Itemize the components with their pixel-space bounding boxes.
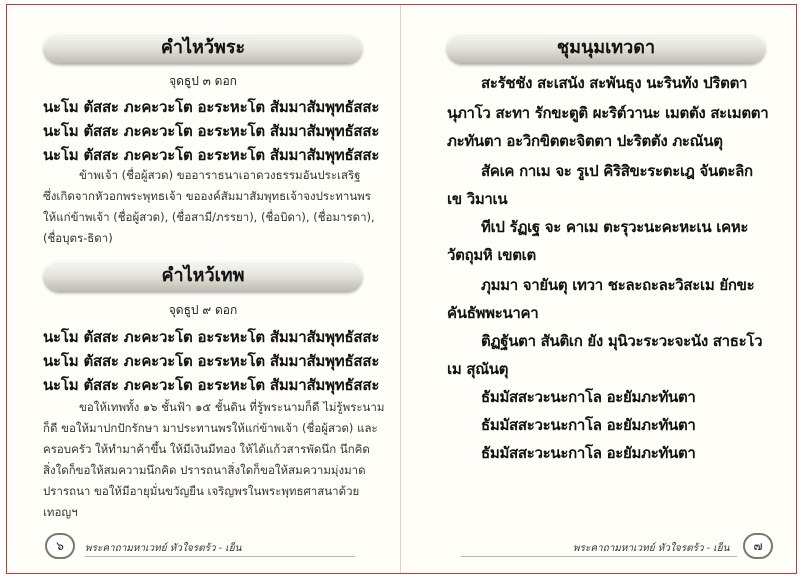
- verse-line: ธัมมัสสะวะนะกาโล อะยัมภะทันตา: [481, 388, 696, 406]
- verse-line: สัคเค กาเม จะ รูเป คิริสิขะระตะเฎ จันตะลิก: [481, 162, 753, 180]
- prayer-line: สิ่งใดก็ขอให้สมความนึกคิด ปรารถนาสิ่งใดก็ขอให้สมความมุ่งมาด: [43, 463, 366, 477]
- prayer-paragraph: [43, 397, 385, 523]
- verse-line: ธัมมัสสะวะนะกาโล อะยัมภะทันตา: [481, 416, 696, 434]
- prayer-line: ปรารถนา ขอให้มีอายุมั่นขวัญยืน เจริญพรในพระพุทธศาสนาด้วย: [43, 484, 360, 498]
- verse-line: คันธัพพะนาคา: [447, 304, 539, 322]
- chant-line: นะโม ตัสสะ ภะคะวะโต อะระหะโต สัมมาสัมพุทธัสสะ: [43, 352, 380, 370]
- chant-line: นะโม ตัสสะ ภะคะวะโต อะระหะโต สัมมาสัมพุทธัสสะ: [43, 146, 380, 164]
- verse-line: ธัมมัสสะวะนะกาโล อะยัมภะทันตา: [481, 444, 696, 462]
- prayer-line: (ชื่อบุตร-ธิดา): [43, 231, 113, 245]
- page-number: ๖: [45, 533, 75, 559]
- verse-line: เข วิมาเน: [447, 190, 508, 208]
- prayer-line: ครอบครัว ให้ทำมาค้าขึ้น ให้มีเงินมีทอง ให้ได้แก้วสารพัดนึก นึกคิด: [43, 442, 370, 456]
- prayer-line: ข้าพเจ้า (ชื่อผู้สวด) ขออาราธนาเอาดวงธรรมอันประเสริฐ: [79, 168, 361, 182]
- footer-book-title: พระคาถามหาเวทย์ หัวใจรตร้ว - เย็น: [85, 543, 242, 554]
- verse-line: ภุมมา จายันตุ เทวา ชะละถะละวิสะเม ยักขะ: [481, 276, 755, 294]
- prayer-line: ให้แก่ข้าพเจ้า (ชื่อผู้สวด), (ชื่อสามี/ภรรยา), (ชื่อบิดา), (ชื่อมารดา),: [43, 210, 375, 224]
- verse-line: สะรัชชัง สะเสนัง สะพันธุง นะรินทัง ปริตตา: [481, 74, 748, 92]
- chant-line: นะโม ตัสสะ ภะคะวะโต อะระหะโต สัมมาสัมพุทธัสสะ: [43, 122, 380, 140]
- prayer-line: เทอญฯ: [43, 505, 78, 519]
- section-title-banner: คำไหว้พระ: [44, 33, 362, 63]
- verse-line: เม สุณันตุ: [447, 360, 509, 378]
- verse-line: นุภาโว สะทา รักขะตูติ ผะริต์วานะ เมตตัง สะเมตตา: [447, 104, 769, 122]
- incense-instruction: จุดธูป ๙ ดอก: [168, 303, 238, 317]
- incense-instruction: จุดธูป ๓ ดอก: [169, 74, 237, 88]
- verse-line: ทีเป รัฏเฐ จะ คาเม ตะรุวะนะคะหะเน เคหะ: [481, 218, 749, 236]
- verse-line: วัตถุมหิ เขตเต: [447, 246, 536, 264]
- book-spread: [6, 4, 797, 574]
- verse-line: ติฏฐันตา สันติเก ยัง มุนิวะระวะจะนัง สาธะโว: [481, 332, 763, 350]
- footer-rule: [461, 556, 737, 557]
- prayer-line: ก็ดี ขอให้มาปกปักรักษา มาประทานพรให้แก่ข้าพเจ้า (ชื่อผู้สวด) และ: [43, 421, 378, 435]
- prayer-line: ซึ่งเกิดจากหัวอกพระพุทธเจ้า ขอองค์สัมมาสัมพุทธเจ้าจงประทานพร: [43, 189, 371, 203]
- footer-rule: [85, 556, 355, 557]
- section-title-banner: คำไหว้เทพ: [44, 261, 362, 291]
- section-title-banner: ชุมนุมเทวดา: [447, 33, 765, 63]
- verse-line: ภะทันตา อะวิกขิตตะจิตตา ปะริตตัง ภะณันตุ: [447, 132, 723, 150]
- right-page: [401, 5, 796, 573]
- chant-line: นะโม ตัสสะ ภะคะวะโต อะระหะโต สัมมาสัมพุทธัสสะ: [43, 328, 380, 346]
- prayer-line: ขอให้เทพทั้ง ๑๖ ชั้นฟ้า ๑๕ ชั้นดิน ที่รู้พระนามก็ดี ไม่รู้พระนาม: [79, 400, 385, 414]
- footer-book-title: พระคาถามหาเวทย์ หัวใจรตร้ว - เย็น: [573, 543, 730, 554]
- page-number: ๗: [743, 533, 773, 559]
- chant-line: นะโม ตัสสะ ภะคะวะโต อะระหะโต สัมมาสัมพุทธัสสะ: [43, 98, 380, 116]
- prayer-paragraph: [43, 165, 375, 249]
- left-page: [7, 5, 401, 573]
- chant-line: นะโม ตัสสะ ภะคะวะโต อะระหะโต สัมมาสัมพุทธัสสะ: [43, 376, 380, 394]
